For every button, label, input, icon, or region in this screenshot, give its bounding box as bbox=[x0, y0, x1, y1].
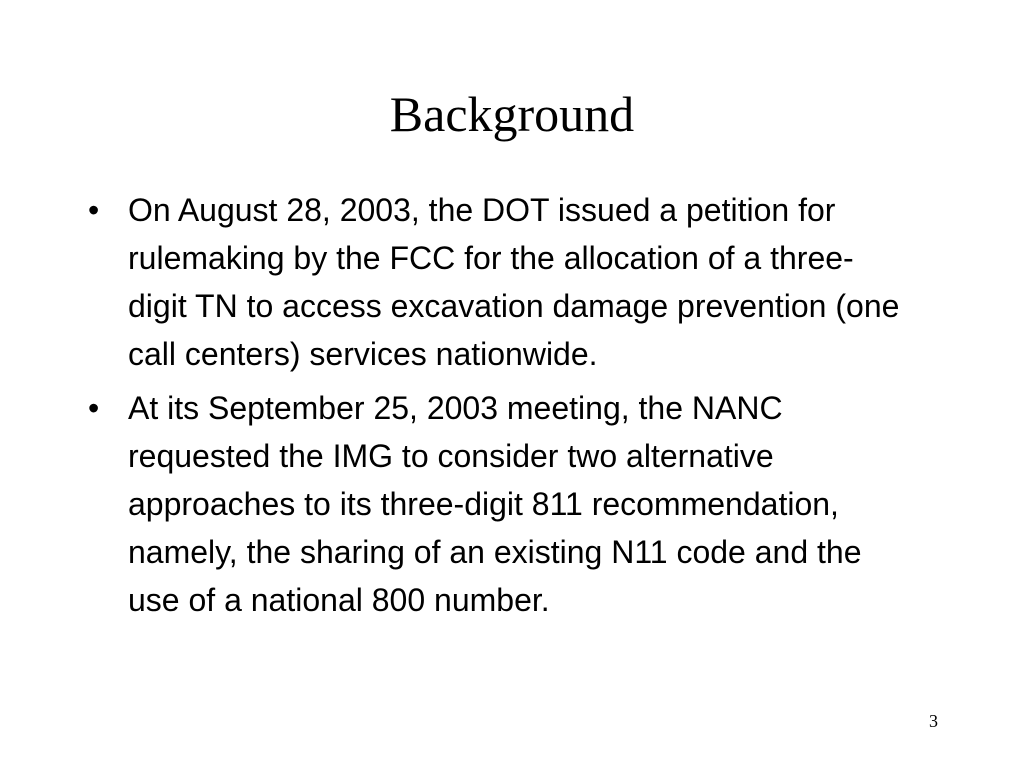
slide-page-number: 3 bbox=[929, 711, 938, 731]
slide-title: Background bbox=[389, 86, 635, 142]
bullet-text: At its September 25, 2003 meeting, the NANC requested the IMG to consider two alternative approaches to its three-digit 811 recommendation, namely, the sharing of an existing N11 code and the use of a national 800 number. bbox=[128, 390, 862, 618]
bullet-item bbox=[82, 384, 912, 624]
bullet-item bbox=[82, 186, 912, 378]
bullet-list bbox=[82, 186, 912, 630]
bullet-marker: • bbox=[88, 192, 100, 228]
bullet-text: On August 28, 2003, the DOT issued a petition for rulemaking by the FCC for the allocation of a three-digit TN to access excavation damage prevention (one call centers) services nationwide. bbox=[128, 192, 900, 372]
bullet-marker: • bbox=[88, 390, 100, 426]
